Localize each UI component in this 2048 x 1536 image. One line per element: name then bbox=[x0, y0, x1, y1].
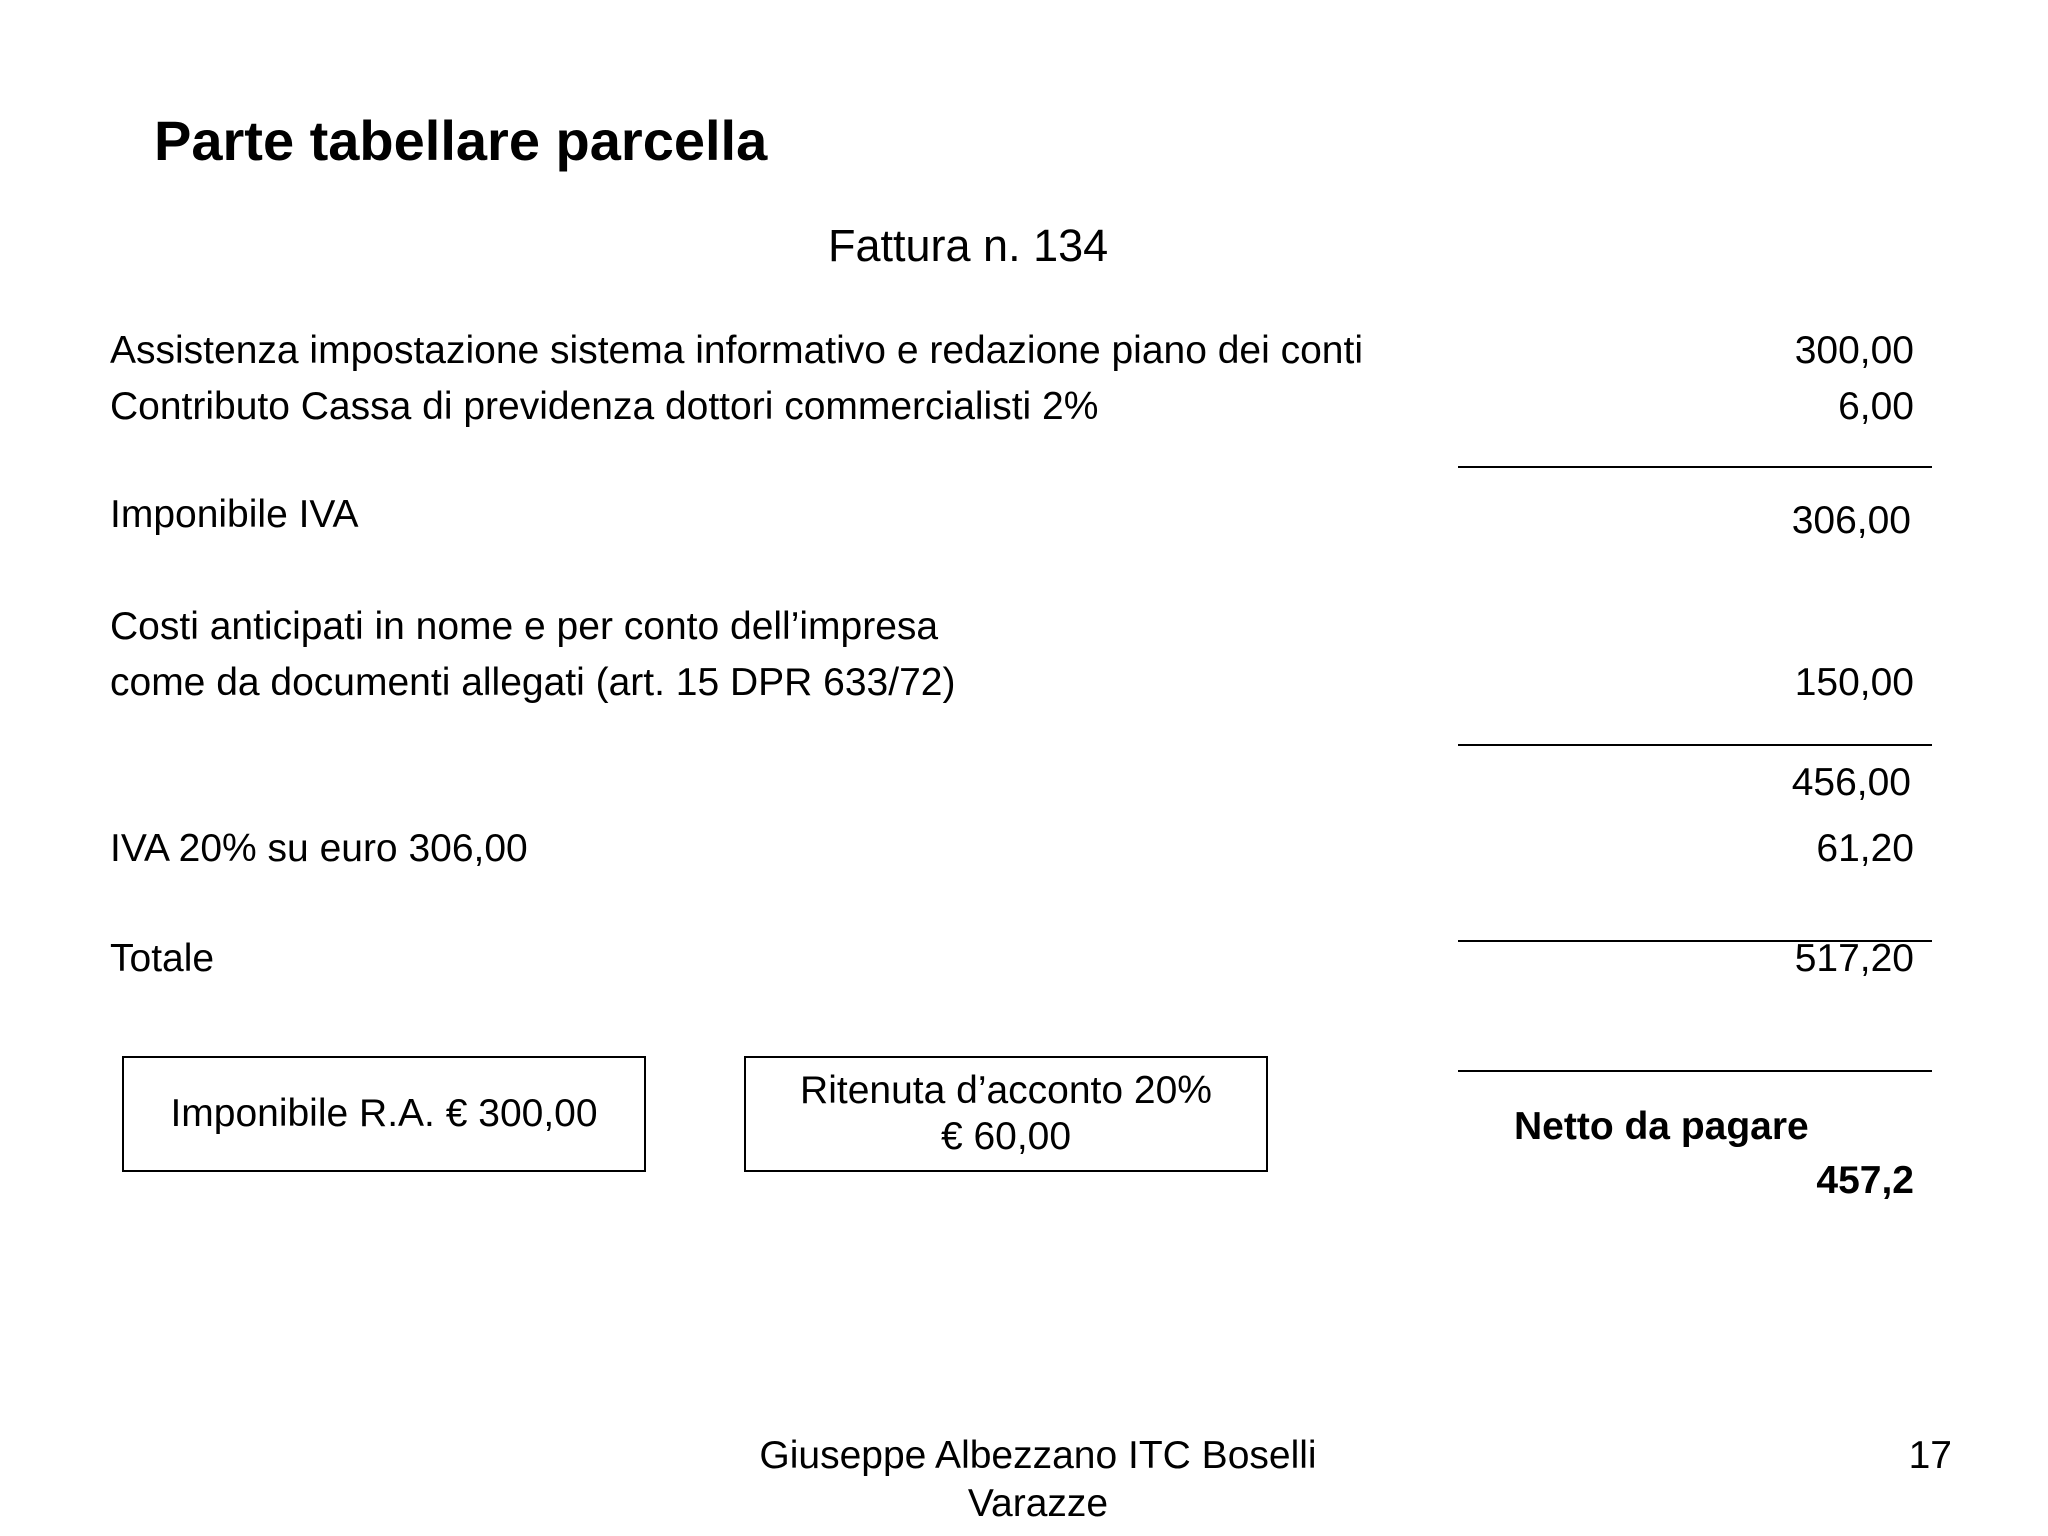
line-value-assistenza: 300,00 bbox=[1794, 329, 1914, 372]
line-label-iva: IVA 20% su euro 306,00 bbox=[110, 827, 528, 870]
line-value-totale: 517,20 bbox=[1794, 937, 1914, 980]
subtotal-value: 456,00 bbox=[1791, 761, 1911, 804]
footer-author bbox=[738, 1432, 1338, 1528]
net-payable-label: Netto da pagare bbox=[1514, 1105, 1809, 1148]
footer-author-line2: Varazze bbox=[967, 1482, 1109, 1525]
line-label-documenti-allegati: come da documenti allegati (art. 15 DPR 633/72) bbox=[110, 661, 956, 704]
line-label-totale: Totale bbox=[110, 937, 215, 980]
line-label-assistenza: Assistenza impostazione sistema informativo e redazione piano dei conti bbox=[110, 329, 1363, 372]
footer-author-line1: Giuseppe Albezzano ITC Boselli bbox=[759, 1434, 1317, 1477]
ritenuta-acconto-label: Ritenuta d’acconto 20% bbox=[800, 1069, 1212, 1112]
subtotal-rule bbox=[1458, 466, 1932, 468]
line-label-contributo: Contributo Cassa di previdenza dottori commercialisti 2% bbox=[110, 385, 1099, 428]
line-value-imponibile-iva: 306,00 bbox=[1791, 499, 1911, 542]
net-payable-value: 457,2 bbox=[1816, 1159, 1914, 1202]
line-label-imponibile-iva: Imponibile IVA bbox=[110, 493, 359, 536]
imponibile-ra-text: Imponibile R.A. € 300,00 bbox=[170, 1092, 598, 1135]
subtotal-rule-2 bbox=[1458, 744, 1932, 746]
ritenuta-acconto-box bbox=[744, 1056, 1268, 1172]
line-value-contributo: 6,00 bbox=[1838, 385, 1914, 428]
page-number: 17 bbox=[1908, 1434, 1952, 1477]
invoice-number: Fattura n. 134 bbox=[828, 220, 1109, 271]
slide-title: Parte tabellare parcella bbox=[154, 109, 768, 172]
line-value-iva: 61,20 bbox=[1816, 827, 1914, 870]
imponibile-ra-box bbox=[122, 1056, 646, 1172]
line-label-costi-anticipati: Costi anticipati in nome e per conto dell’impresa bbox=[110, 605, 939, 648]
line-value-costi-anticipati: 150,00 bbox=[1794, 661, 1914, 704]
ritenuta-acconto-amount: € 60,00 bbox=[940, 1115, 1072, 1158]
net-rule bbox=[1458, 1070, 1932, 1072]
